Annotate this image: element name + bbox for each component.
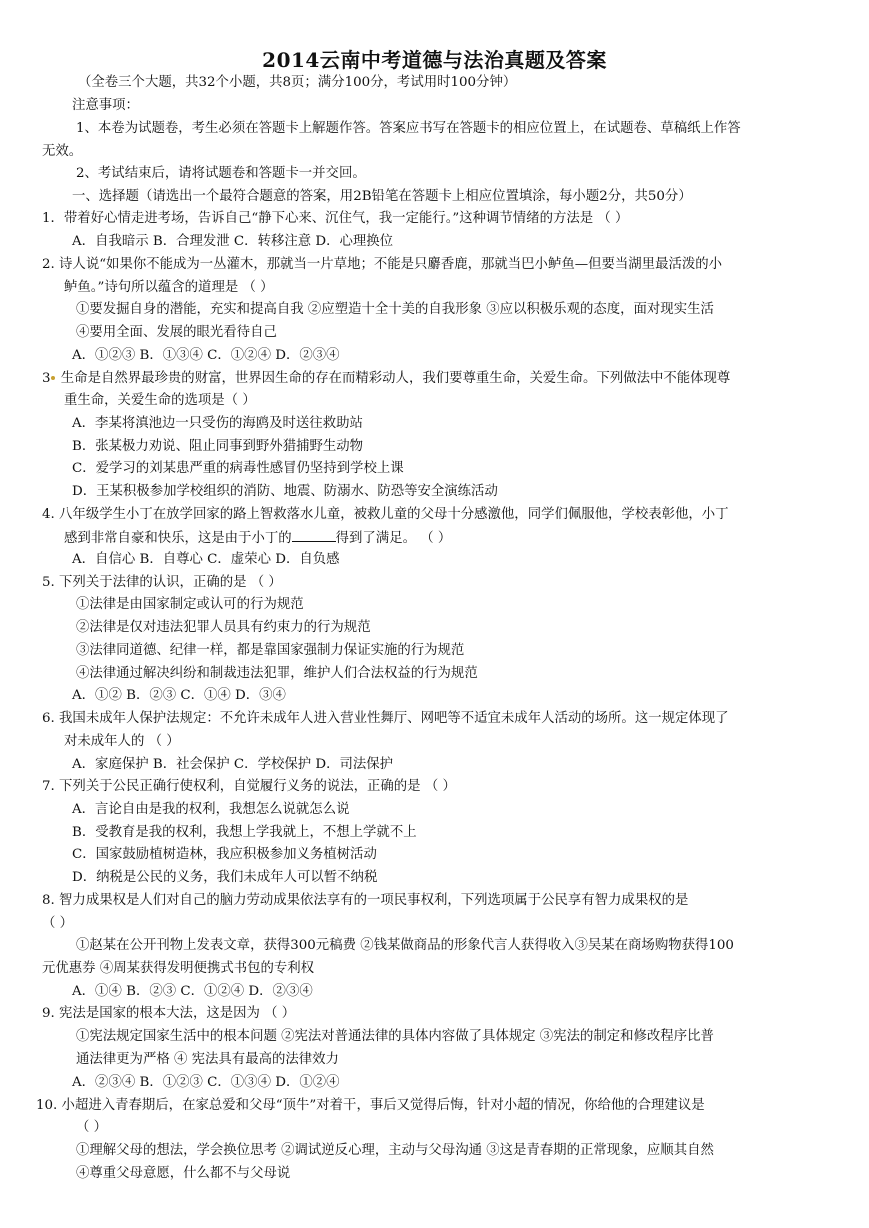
question-8-statements-cont: 元优惠券 ④周某获得发明便携式书包的专利权 <box>42 961 315 976</box>
question-3-option-b: B．张某极力劝说、阻止同事到野外猎捕野生动物 <box>72 439 364 454</box>
question-2: 2. 诗人说“如果你不能成为一丛灌木，那就当一片草地；不能是只麝香鹿，那就当巴小鲈鱼—但要当湖里最活泼的小 <box>42 257 723 272</box>
question-3-number: 3 <box>42 371 51 386</box>
question-3-cont: 重生命，关爱生命的选项是（ ） <box>64 393 256 408</box>
notice-item-1: 1、本卷为试题卷，考生必须在答题卡上解题作答。答案应书写在答题卡的相应位置上，在试题卷、草稿纸上作答 <box>76 121 741 136</box>
question-4-cont <box>64 527 451 549</box>
question-5-statement-3: ③法律同道德、纪律一样，都是靠国家强制力保证实施的行为规范 <box>76 643 465 658</box>
question-4-text-b: 得到了满足。 （ ） <box>335 531 452 546</box>
question-10-statements: ①理解父母的想法，学会换位思考 ②调试逆反心理，主动与父母沟通 ③这是青春期的正常现象，应顺其自然 <box>76 1143 714 1158</box>
question-5-statement-1: ①法律是由国家制定或认可的行为规范 <box>76 597 304 612</box>
question-10: 10. 小超进入青春期后，在家总爱和父母“顶牛”对着干，事后又觉得后悔，针对小超的情况，你给他的合理建议是 <box>36 1098 705 1113</box>
question-3-option-c: C．爱学习的刘某患严重的病毒性感冒仍坚持到学校上课 <box>72 461 404 476</box>
question-10-paren: （ ） <box>76 1120 108 1135</box>
section-heading: 一、选择题（请选出一个最符合题意的答案，用2B铅笔在答题卡上相应位置填涂，每小题2分，共50分） <box>72 189 692 204</box>
question-5-options: A．①② B．②③ C．①④ D．③④ <box>72 688 286 703</box>
question-2-options: A．①②③ B．①③④ C．①②④ D．②③④ <box>72 348 340 363</box>
question-10-statements-cont: ④尊重父母意愿，什么都不与父母说 <box>76 1166 291 1181</box>
question-9-options: A．②③④ B．①②③ C．①③④ D．①②④ <box>72 1075 340 1090</box>
question-8-paren: （ ） <box>42 916 74 931</box>
question-2-cont: 鲈鱼。”诗句所以蕴含的道理是 （ ） <box>64 280 274 295</box>
question-8-statements: ①赵某在公开刊物上发表文章，获得300元稿费 ②钱某做商品的形象代言人获得收入③吴某在商场购物获得100 <box>76 938 734 953</box>
question-6-options: A．家庭保护 B．社会保护 C．学校保护 D．司法保护 <box>72 757 394 772</box>
notice-heading: 注意事项： <box>72 98 139 113</box>
question-8-options: A．①④ B．②③ C．①②④ D．②③④ <box>72 984 313 999</box>
question-9: 9. 宪法是国家的根本大法，这是因为 （ ） <box>42 1006 296 1021</box>
page-title: 2014云南中考道德与法治真题及答案 <box>262 48 607 72</box>
question-3 <box>42 369 730 389</box>
blank-underline <box>292 527 336 542</box>
question-6: 6. 我国未成年人保护法规定：不允许未成年人进入营业性舞厅、网吧等不适宜未成年人活动的场所。这一规定体现了 <box>42 711 729 726</box>
question-4-options: A．自信心 B．自尊心 C．虚荣心 D．自负感 <box>72 552 340 567</box>
question-1: 1．带着好心情走进考场，告诉自己“静下心来、沉住气，我一定能行。”这种调节情绪的方法是 （ ） <box>42 211 629 226</box>
question-1-options: A．自我暗示 B．合理发泄 C．转移注意 D．心理换位 <box>72 234 394 249</box>
notice-item-1-cont: 无效。 <box>42 144 83 159</box>
question-7-option-a: A．言论自由是我的权利，我想怎么说就怎么说 <box>72 802 350 817</box>
question-3-option-d: D．王某积极参加学校组织的消防、地震、防溺水、防恐等安全演练活动 <box>72 484 498 499</box>
question-4-text-a: 感到非常自豪和快乐，这是由于小丁的 <box>64 531 292 546</box>
question-7-option-b: B．受教育是我的权利，我想上学我就上，不想上学就不上 <box>72 825 417 840</box>
question-9-statements: ①宪法规定国家生活中的根本问题 ②宪法对普通法律的具体内容做了具体规定 ③宪法的制定和修改程序比普 <box>76 1029 714 1044</box>
question-8: 8. 智力成果权是人们对自己的脑力劳动成果依法享有的一项民事权利，下列选项属于公民享有智力成果权的是 <box>42 893 689 908</box>
question-4: 4. 八年级学生小丁在放学回家的路上智救落水儿童，被救儿童的父母十分感激他，同学们佩服他，学校表彰他，小丁 <box>42 507 729 522</box>
question-5-statement-4: ④法律通过解决纠纷和制裁违法犯罪，维护人们合法权益的行为规范 <box>76 666 478 681</box>
mark-dot <box>51 376 55 380</box>
question-5: 5. 下列关于法律的认识，正确的是 （ ） <box>42 575 282 590</box>
question-3-option-a: A．李某将滇池边一只受伤的海鸥及时送往救助站 <box>72 416 363 431</box>
notice-item-2: 2、考试结束后，请将试题卷和答题卡一并交回。 <box>76 166 366 181</box>
question-6-cont: 对未成年人的 （ ） <box>64 734 180 749</box>
question-5-statement-2: ②法律是仅对违法犯罪人员具有约束力的行为规范 <box>76 620 371 635</box>
question-7-option-d: D．纳税是公民的义务，我们未成年人可以暂不纳税 <box>72 870 378 885</box>
question-2-statements: ①要发掘自身的潜能，充实和提高自我 ②应塑造十全十美的自我形象 ③应以积极乐观的态度，面对现实生活 <box>76 302 714 317</box>
question-7: 7. 下列关于公民正确行使权利，自觉履行义务的说法，正确的是 （ ） <box>42 779 456 794</box>
question-2-statements-cont: ④要用全面、发展的眼光看待自己 <box>76 325 277 340</box>
question-9-statements-cont: 通法律更为严格 ④ 宪法具有最高的法律效力 <box>76 1052 339 1067</box>
question-3-text: 生命是自然界最珍贵的财富，世界因生命的存在而精彩动人，我们要尊重生命，关爱生命。下列做法中不能体现尊 <box>56 371 731 386</box>
question-7-option-c: C．国家鼓励植树造林，我应积极参加义务植树活动 <box>72 847 377 862</box>
exam-intro: （全卷三个大题，共32个小题，共8页；满分100分，考试用时100分钟） <box>78 75 517 90</box>
